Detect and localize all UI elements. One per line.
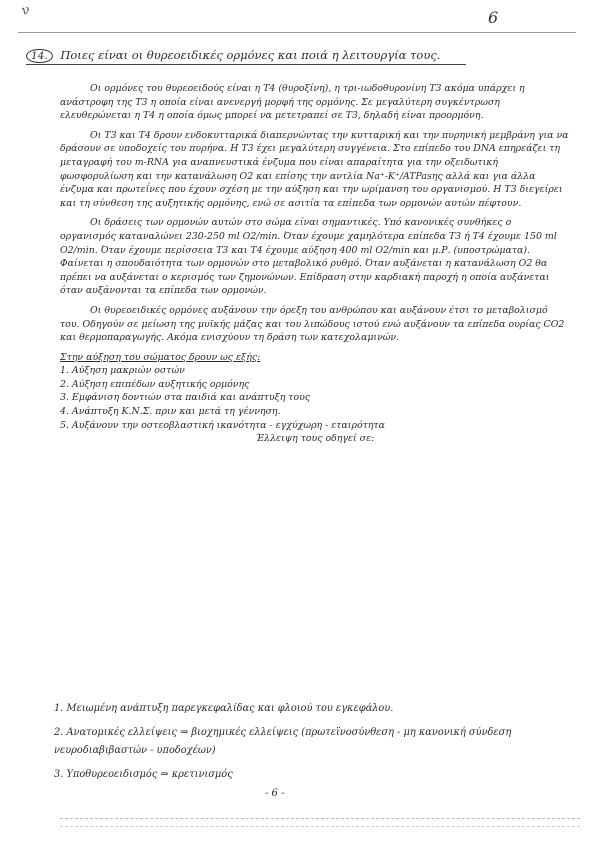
question	[26, 48, 578, 63]
page-number-top: 6	[488, 8, 499, 27]
effect-item: 3. Υποθυρεοειδισμός ⇒ κρετινισμός	[54, 769, 233, 780]
deficiency-effects	[54, 700, 564, 790]
page-number-bottom: - 6 -	[265, 788, 285, 799]
deficiency-heading: Έλλειψη τους οδηγεί σε:	[255, 433, 375, 445]
growth-list	[60, 364, 570, 432]
list-item: 4. Ανάπτυξη Κ.Ν.Σ. πριν και μετά τη γέννηση.	[60, 406, 281, 418]
list-item: 5. Αυξάνουν την οστεοβλαστική ικανότητα - εγχύχωρη - εταιρότητα	[60, 419, 385, 431]
corner-mark: ν	[20, 2, 32, 19]
scan-edge-line	[60, 826, 580, 827]
list-item: 1. Αύξηση μακριών οστών	[60, 365, 185, 377]
list-item: 3. Εμφάνιση δοντιών στα παιδιά και ανάπτυξη τους	[60, 392, 311, 404]
growth-heading: Στην αύξηση του σώματος δρουν ως εξής:	[60, 351, 261, 363]
paragraph-hormones: Οι ορμόνες του θυρεοειδούς είναι η Τ4 (θυροξίνη), η τρι-ιωδοθυρονίνη Τ3 ακόμα υπάρχει η ανάστροφη της Τ3 η οποία είναι ανενεργή μορφή της ορμόνης. Σε μεγαλύτερη συγκέντρωση ελευθερώνεται η Τ4 η οποία όμως μπορεί να μετετραπεί σε Τ3, δηλαδή είναι προορμόνη.	[60, 83, 525, 122]
effect-item: 2. Ανατομικές ελλείψεις ⇒ βιοχημικές ελλείψεις (πρωτεϊνοσύνθεση - μη κανονική σύνδεση νευροδιαβιβαστών - υποδοχέων)	[54, 727, 512, 756]
paragraph-mechanism: Οι Τ3 και Τ4 δρουν ενδοκυτταρικά διαπερνώντας την κυτταρική και την πυρηνική μεμβράνη για να δράσουν σε υποδοχείς του πυρήνα. Η Τ3 έχει μεγαλύτερη συγγένεια. Στο επίπεδο του DNA επηρεάζει τη μεταγραφή του m-RNA για αναπνευστικά ένζυμα που είναι απαραίτητα για την οξειδωτική φωσφορυλίωση και την κατανάλωση Ο2 και επίσης την αντλία Na⁺-K⁺/ATPasης αλλά και για άλλα ένζυμα και πρωτεΐνες που έχουν σχέση με την αύξηση και την ωρίμανση του οργανισμού. Η Τ3 διεγείρει και τη σύνθεση της αυξητικής ορμόνης, ενώ σε ασιτία τα επίπεδα των ορμονών αυτών πέφτουν.	[60, 129, 569, 209]
paragraph-metabolism: Οι δράσεις των ορμονών αυτών στο σώμα είναι σημαντικές. Υπό κανονικές συνθήκες ο οργανισμός καταναλώνει 230-250 ml O2/min. Όταν έχουμε χαμηλότερα επίπεδα Τ3 ή Τ4 έχουμε 150 ml O2/min. Όταν έχουμε περίσσεια Τ3 και Τ4 έχουμε αύξηση 400 ml O2/min και μ.Ρ. (υποστρώματα). Φαίνεται η σπουδαιότητα των ορμονών στο μεταβολικό ρυθμό. Όταν αυξάνεται η κατανάλωση Ο2 θα πρέπει να αυξάνεται ο κερισμός των ζημονώνων. Επίδραση στην καρδιακή παροχή η οποία αυξάνεται όταν αυξάνονται τα επίπεδα των ορμονών.	[60, 217, 557, 297]
header-rule	[18, 32, 576, 33]
effect-item: 1. Μειωμένη ανάπτυξη παρεγκεφαλίδας και φλοιού του εγκεφάλου.	[54, 703, 394, 714]
scan-edge-line	[60, 818, 580, 819]
answer-body	[60, 82, 570, 446]
list-item: 2. Αύξηση επιπέδων αυξητικής ορμόνης	[60, 378, 250, 390]
paragraph-appetite: Οι θυρεοειδικές ορμόνες αυξάνουν την όρεξη του ανθρώπου και αυξάνουν έτσι το μεταβολισμό του. Οδηγούν σε μείωση της μυϊκής μάζας και του λιπώδους ιστού ενώ αυξάνουν τα επίπεδα ουρίας CO2 και θερμοπαραγωγής. Ακόμα ενισχύουν τη δράση των κατεχολαμινών.	[60, 304, 565, 344]
question-number: 14.	[26, 49, 53, 63]
question-underline	[26, 64, 466, 65]
question-text: Ποιες είναι οι θυρεοειδικές ορμόνες και ποιά η λειτουργία τους.	[60, 48, 441, 62]
